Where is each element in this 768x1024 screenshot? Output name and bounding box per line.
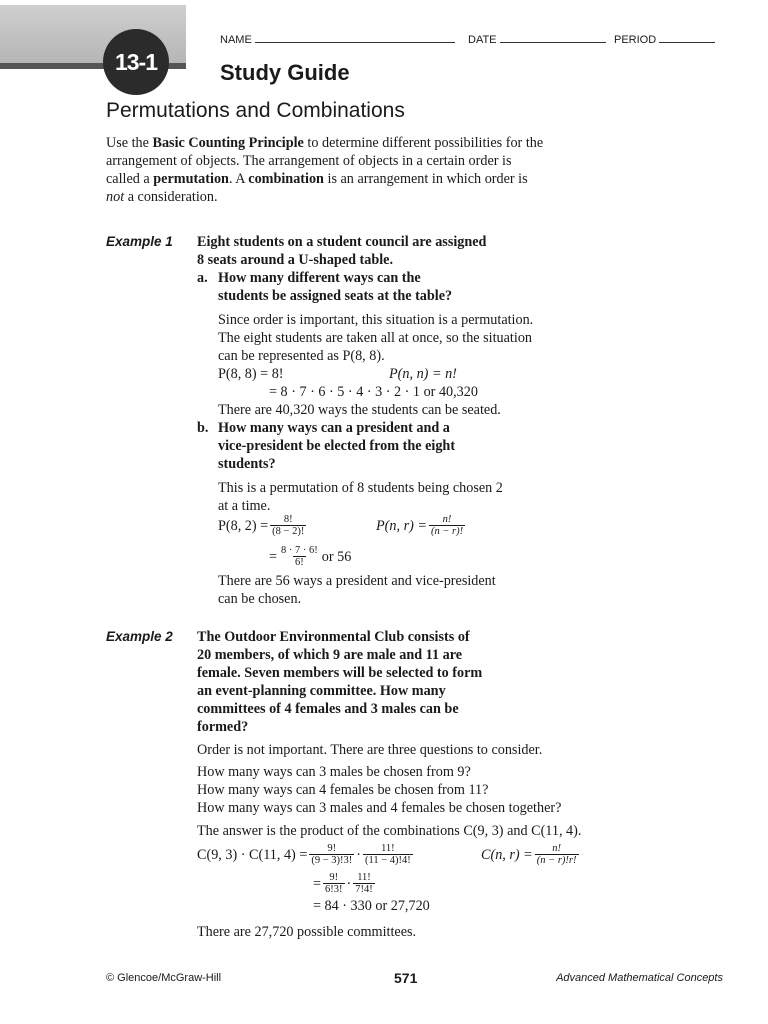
- footer-copyright: © Glencoe/McGraw-Hill: [106, 972, 222, 984]
- problem-line: 20 members, of which 9 are male and 11 are: [197, 647, 463, 663]
- date-label: DATE: [468, 34, 497, 46]
- example1-b-solution: [218, 479, 503, 515]
- date-field: [468, 33, 606, 46]
- fraction-denominator: (9 − 3)!3!: [311, 855, 353, 866]
- fraction-denominator: 6!3!: [325, 884, 343, 895]
- fraction: [363, 843, 413, 866]
- intro-text-3: . A: [228, 171, 249, 187]
- example2-solution-intro: Order is not important. There are three questions to consider.: [197, 742, 543, 758]
- example2-equation-1: [197, 843, 415, 866]
- term-permutation: permutation: [153, 171, 229, 187]
- fraction-denominator: (n − r)!r!: [536, 855, 577, 866]
- period-label: PERIOD: [614, 34, 657, 46]
- term-combination: combination: [248, 171, 324, 187]
- sub-question: How many ways can 3 males and 4 females be chosen together?: [197, 800, 562, 816]
- problem-line: an event-planning committee. How many: [197, 683, 446, 699]
- example2-equation-2: [313, 872, 377, 895]
- fraction: [309, 843, 354, 866]
- fraction: [323, 872, 345, 895]
- sub-question: How many ways can 4 females be chosen from 11?: [197, 782, 489, 798]
- sub-question: How many ways can 3 males be chosen from 9?: [197, 764, 471, 780]
- question-line: vice-president be elected from the eight: [218, 438, 456, 454]
- fraction-numerator: 11!: [381, 843, 395, 854]
- multiply-dot: ·: [346, 875, 352, 892]
- example1-b-marker: b.: [197, 420, 209, 436]
- example1-b-equation-1: [218, 514, 308, 537]
- permutation-formula-n-n: P(n, n) = n!: [389, 366, 457, 382]
- example1-a-answer: There are 40,320 ways the students can be seated.: [218, 402, 501, 418]
- name-field: [220, 33, 455, 46]
- fraction-numerator: n!: [552, 843, 561, 854]
- fraction-denominator: (n − r)!: [430, 526, 464, 537]
- example2-product-statement: The answer is the product of the combinations C(9, 3) and C(11, 4).: [197, 823, 582, 839]
- page-subtitle: Permutations and Combinations: [106, 99, 405, 122]
- equation-result: or 56: [321, 548, 352, 565]
- fraction-numerator: 11!: [357, 872, 371, 883]
- example2-equation-3: = 84 · 330 or 27,720: [313, 898, 430, 914]
- fraction-numerator: 9!: [327, 843, 337, 854]
- example1-b-answer: [218, 572, 496, 608]
- footer-page-number: 571: [394, 970, 418, 986]
- problem-line: formed?: [197, 719, 249, 735]
- combination-formula: [481, 843, 581, 866]
- permutation-formula: [376, 514, 467, 537]
- example1-a-equation-2: = 8 · 7 · 6 · 5 · 4 · 3 · 2 · 1 or 40,320: [269, 384, 478, 400]
- lesson-number-badge: 13-1: [103, 29, 169, 95]
- example1-label: Example 1: [106, 234, 173, 249]
- fraction: [353, 872, 375, 895]
- solution-line: can be represented as P(8, 8).: [218, 348, 385, 364]
- example1-a-question: [218, 269, 452, 305]
- equals-sign: =: [313, 875, 322, 892]
- fraction-numerator: 8 · 7 · 6!: [281, 545, 318, 556]
- period-blank: [659, 33, 715, 43]
- example2-label: Example 2: [106, 629, 173, 644]
- fraction: [270, 514, 306, 537]
- term-basic-counting-principle: Basic Counting Principle: [152, 135, 304, 151]
- multiply-dot: ·: [356, 846, 361, 863]
- intro-text-5: a consideration.: [124, 189, 218, 205]
- formula-lhs: C(n, r) =: [481, 846, 533, 863]
- fraction-denominator: (8 − 2)!: [272, 526, 305, 537]
- date-blank: [500, 33, 606, 43]
- solution-line: This is a permutation of 8 students being chosen 2: [218, 480, 503, 496]
- solution-line: Since order is important, this situation is a permutation.: [218, 312, 534, 328]
- example1-problem: [197, 233, 486, 269]
- question-line: How many different ways can the: [218, 270, 421, 286]
- fraction-numerator: 9!: [329, 872, 339, 883]
- example1-problem-line: 8 seats around a U-shaped table.: [197, 252, 394, 268]
- period-field: [614, 33, 715, 46]
- example1-a-equation-1: P(8, 8) = 8!: [218, 366, 284, 382]
- name-blank: [255, 33, 455, 43]
- example2-answer: There are 27,720 possible committees.: [197, 924, 417, 940]
- intro-text-2: to determine different possibilities for the arrangement of objects. The arrangement of objects in a certain order is called a: [106, 135, 544, 187]
- question-line: students?: [218, 456, 276, 472]
- fraction-denominator: 7!4!: [355, 884, 373, 895]
- page-title: Study Guide: [220, 60, 350, 85]
- example1-problem-line: Eight students on a student council are assigned: [197, 234, 487, 250]
- fraction: [429, 514, 465, 537]
- fraction-numerator: n!: [442, 514, 452, 525]
- equals-sign: =: [269, 548, 278, 565]
- intro-text-1: Use the: [106, 135, 153, 151]
- footer-book-title: Advanced Mathematical Concepts: [556, 972, 723, 984]
- answer-line: can be chosen.: [218, 591, 302, 607]
- fraction-denominator: (11 − 4)!4!: [364, 855, 411, 866]
- intro-paragraph: [106, 134, 546, 206]
- intro-emphasis-not: not: [106, 189, 125, 205]
- example1-b-question: [218, 419, 455, 473]
- intro-text-4: is an arrangement in which order is: [323, 171, 528, 187]
- problem-line: committees of 4 females and 3 males can be: [197, 701, 459, 717]
- example2-questions: [197, 763, 561, 817]
- formula-lhs: P(n, r) =: [376, 517, 427, 534]
- equation-lhs: C(9, 3) · C(11, 4) =: [197, 846, 308, 863]
- solution-line: at a time.: [218, 498, 271, 514]
- equation-lhs: P(8, 2) =: [218, 517, 269, 534]
- fraction: [535, 843, 579, 866]
- example1-a-marker: a.: [197, 270, 208, 286]
- fraction-denominator: 6!: [295, 557, 304, 568]
- solution-line: The eight students are taken all at once, so the situation: [218, 330, 533, 346]
- name-label: NAME: [220, 34, 252, 46]
- question-line: students be assigned seats at the table?: [218, 288, 453, 304]
- example1-a-solution: [218, 311, 533, 365]
- example2-problem: [197, 628, 482, 736]
- question-line: How many ways can a president and a: [218, 420, 450, 436]
- answer-line: There are 56 ways a president and vice-president: [218, 573, 496, 589]
- problem-line: The Outdoor Environmental Club consists of: [197, 629, 470, 645]
- fraction-numerator: 8!: [283, 514, 293, 525]
- problem-line: female. Seven members will be selected to form: [197, 665, 483, 681]
- fraction: [279, 545, 320, 568]
- example1-b-equation-2: [269, 545, 351, 568]
